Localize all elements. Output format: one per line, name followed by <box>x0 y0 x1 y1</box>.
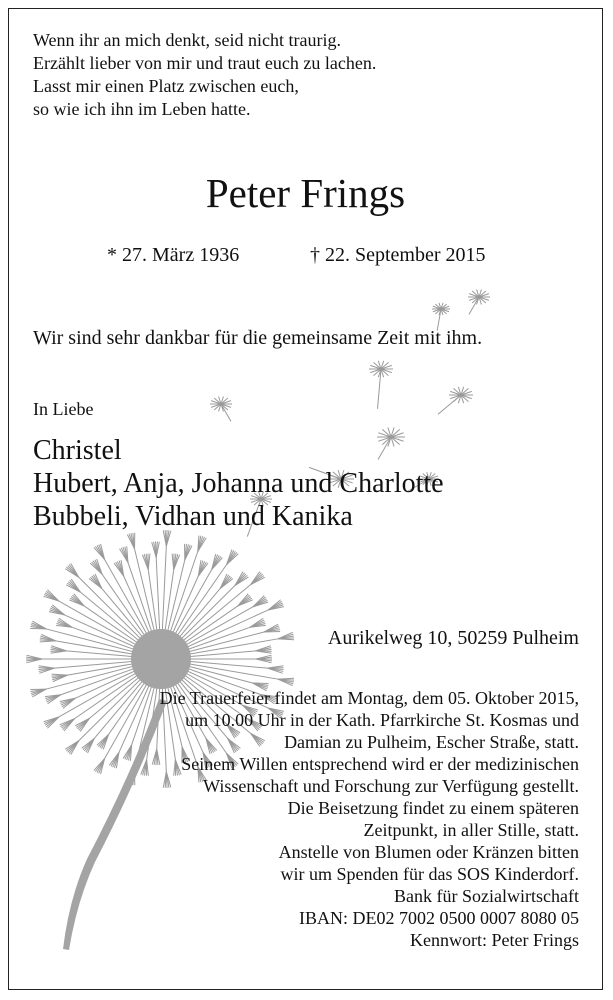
burial-notice <box>160 797 579 841</box>
bank-details <box>160 885 579 951</box>
dandelion-head <box>131 629 191 689</box>
details-line: Anstelle von Blumen oder Kränzen bitten <box>278 842 579 862</box>
poem-line: Erzählt lieber von mir und traut euch zu lachen. <box>33 53 377 73</box>
dandelion-stem <box>63 699 167 950</box>
poem <box>33 29 376 121</box>
details-line: um 10.00 Uhr in der Kath. Pfarrkirche St. Kosmas und <box>185 710 579 730</box>
family-line: Christel <box>33 435 122 466</box>
signoff-intro: In Liebe <box>33 399 94 419</box>
details-line: Zeitpunkt, in aller Stille, statt. <box>363 820 579 840</box>
thanks-line: Wir sind sehr dankbar für die gemeinsame Zeit mit ihm. <box>33 327 483 349</box>
family-line: Hubert, Anja, Johanna und Charlotte <box>33 468 444 499</box>
details-line: Die Beisetzung findet zu einem späteren <box>287 798 579 818</box>
details-line: Damian zu Pulheim, Escher Straße, statt. <box>284 732 579 752</box>
details-line: IBAN: DE02 7002 0500 0007 8080 05 <box>299 908 579 928</box>
address: Aurikelweg 10, 50259 Pulheim <box>327 627 579 649</box>
science-notice <box>160 753 579 797</box>
details-line: Bank für Sozialwirtschaft <box>394 886 579 906</box>
details-line: Wissenschaft und Forschung zur Verfügung gestellt. <box>203 776 579 796</box>
birth-date: * 27. März 1936 <box>107 244 240 266</box>
poem-line: Wenn ihr an mich denkt, seid nicht traurig. <box>33 30 341 50</box>
details-line: Die Trauerfeier findet am Montag, dem 05. Oktober 2015, <box>159 688 579 708</box>
poem-line: so wie ich ihn im Leben hatte. <box>33 99 251 119</box>
funeral-details <box>160 687 579 951</box>
details-line: Seinem Willen entsprechend wird er der medizinischen <box>181 754 579 774</box>
details-line: wir um Spenden für das SOS Kinderdorf. <box>280 864 579 884</box>
details-line: Kennwort: Peter Frings <box>410 930 579 950</box>
ceremony-notice <box>160 687 579 753</box>
family-names <box>33 434 444 533</box>
poem-line: Lasst mir einen Platz zwischen euch, <box>33 76 299 96</box>
death-date: † 22. September 2015 <box>310 244 486 266</box>
deceased-name: Peter Frings <box>205 170 406 216</box>
obituary-frame <box>8 8 603 990</box>
donation-notice <box>160 841 579 885</box>
family-line: Bubbeli, Vidhan und Kanika <box>33 501 353 532</box>
